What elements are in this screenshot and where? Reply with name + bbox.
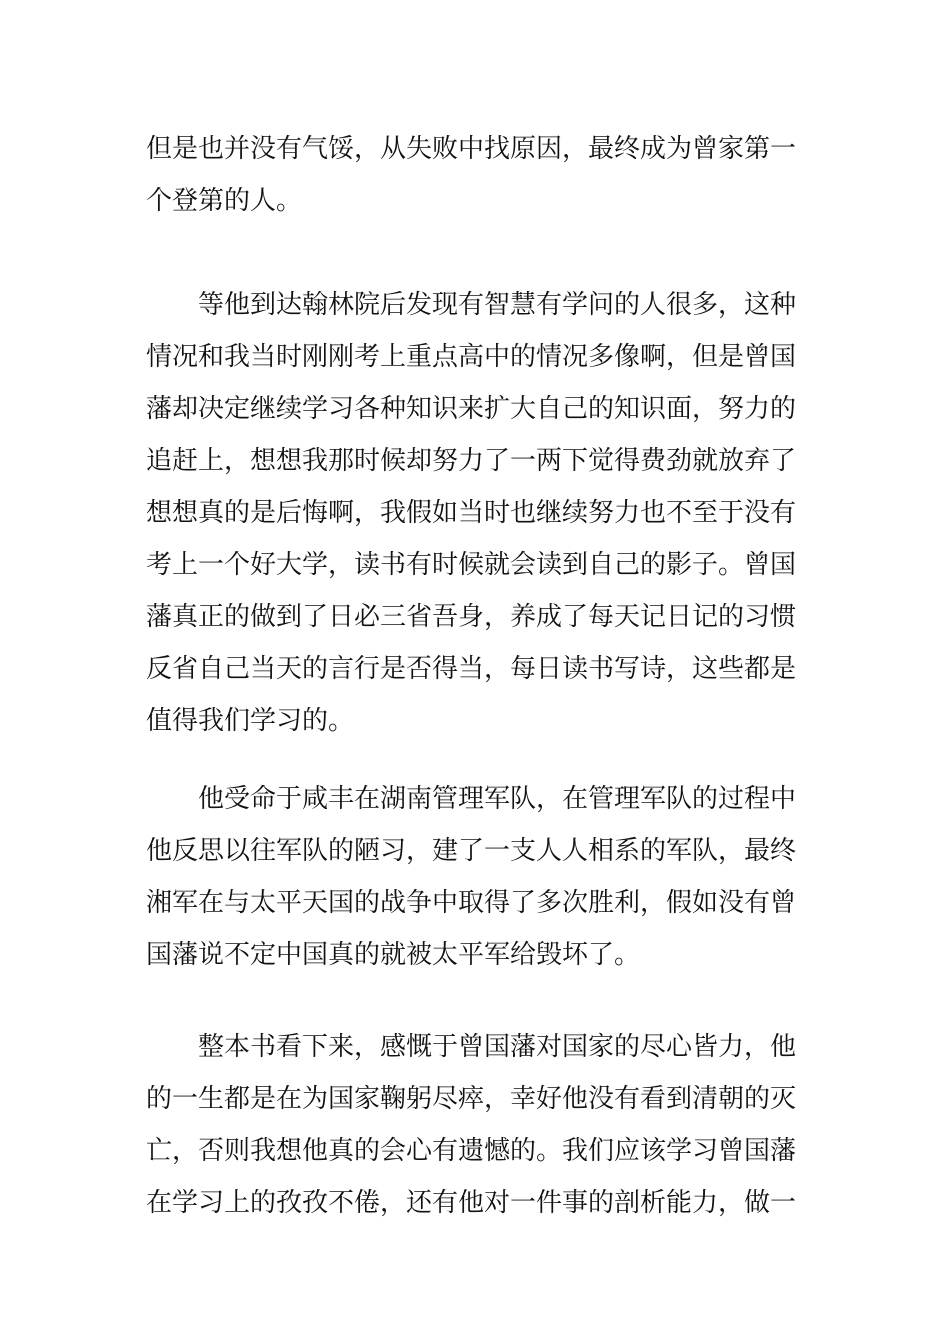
paragraph-2 [146, 279, 826, 747]
paragraph-line: 亡，否则我想他真的会心有遗憾的。我们应该学习曾国藩 [146, 1136, 797, 1166]
paragraph-line: 他反思以往军队的陋习，建了一支人人相系的军队，最终 [146, 836, 797, 866]
paragraph-line: 个登第的人。 [146, 186, 303, 216]
paragraph-line: 值得我们学习的。 [146, 706, 355, 736]
paragraph-1 [146, 123, 826, 227]
paragraph-4 [146, 1021, 826, 1229]
paragraph-line: 藩却决定继续学习各种知识来扩大自己的知识面，努力的 [146, 394, 797, 424]
paragraph-line: 在学习上的孜孜不倦，还有他对一件事的剖析能力，做一 [146, 1188, 797, 1218]
paragraph-line: 整本书看下来，感慨于曾国藩对国家的尽心皆力，他 [198, 1032, 797, 1062]
paragraph-3 [146, 773, 826, 981]
paragraph-line: 国藩说不定中国真的就被太平军给毁坏了。 [146, 940, 641, 970]
paragraph-line: 的一生都是在为国家鞠躬尽瘁，幸好他没有看到清朝的灭 [146, 1084, 797, 1114]
paragraph-line: 藩真正的做到了日必三省吾身，养成了每天记日记的习惯 [146, 602, 797, 632]
paragraph-line: 想想真的是后悔啊，我假如当时也继续努力也不至于没有 [146, 498, 797, 528]
paragraph-line: 考上一个好大学，读书有时候就会读到自己的影子。曾国 [146, 550, 797, 580]
paragraph-line: 追赶上，想想我那时候却努力了一两下觉得费劲就放弃了 [146, 446, 797, 476]
paragraph-line: 等他到达翰林院后发现有智慧有学问的人很多，这种 [198, 290, 797, 320]
paragraph-line: 湘军在与太平天国的战争中取得了多次胜利，假如没有曾 [146, 888, 797, 918]
paragraph-line: 情况和我当时刚刚考上重点高中的情况多像啊，但是曾国 [146, 342, 797, 372]
paragraph-line: 但是也并没有气馁，从失败中找原因，最终成为曾家第一 [146, 134, 797, 164]
paragraph-line: 反省自己当天的言行是否得当，每日读书写诗，这些都是 [146, 654, 797, 684]
paragraph-line: 他受命于咸丰在湖南管理军队，在管理军队的过程中 [198, 784, 797, 814]
